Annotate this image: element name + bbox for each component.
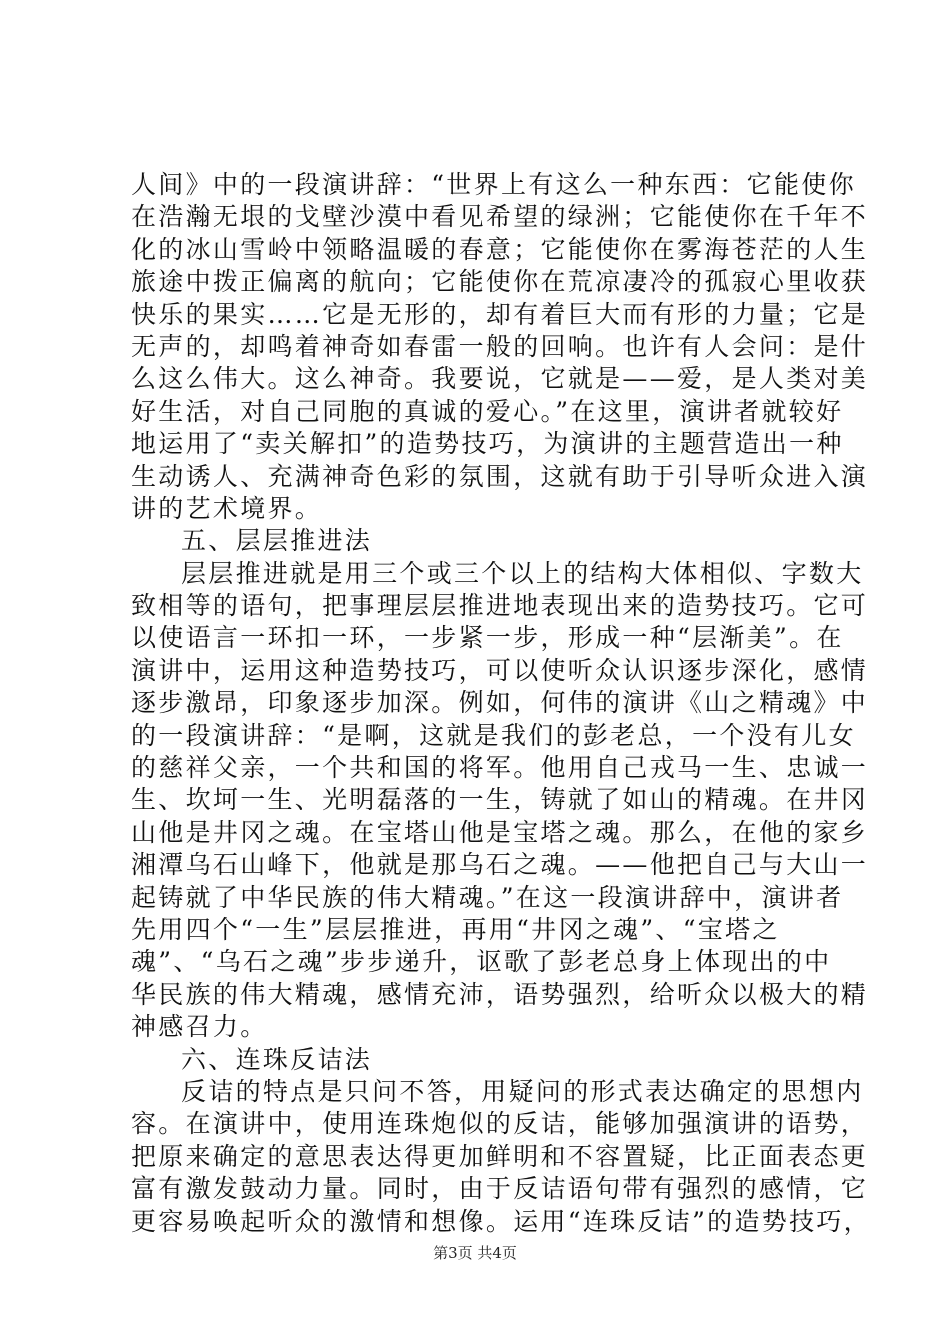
text-line: 湘潭乌石山峰下，他就是那乌石之魂。——他把自己与大山一: [131, 850, 869, 880]
text-line: 旅途中拨正偏离的航向；它能使你在荒凉凄冷的孤寂心里收获: [131, 267, 869, 297]
text-line: 的慈祥父亲，一个共和国的将军。他用自己戎马一生、忠诚一: [131, 753, 869, 783]
text-line: 地运用了“卖关解扣”的造势技巧，为演讲的主题营造出一种: [131, 429, 844, 459]
document-body: [131, 169, 871, 1238]
page-footer: 第3页 共4页: [433, 1244, 517, 1262]
text-line: 好生活，对自己同胞的真诚的爱心。”在这里，演讲者就较好: [131, 396, 844, 426]
text-line: 以使语言一环扣一环，一步紧一步，形成一种“层渐美”。在: [131, 623, 844, 653]
text-line: 逐步激昂，印象逐步加深。例如，何伟的演讲《山之精魂》中: [131, 688, 869, 718]
text-line: 演讲中，运用这种造势技巧，可以使听众认识逐步深化，感情: [131, 655, 869, 685]
text-line: 无声的，却鸣着神奇如春雷一般的回响。也许有人会问：是什: [131, 331, 869, 361]
text-line: 五、层层推进法: [181, 526, 373, 556]
text-line: 神感召力。: [131, 1012, 268, 1042]
text-line: 在浩瀚无垠的戈壁沙漠中看见希望的绿洲；它能使你在千年不: [131, 202, 869, 232]
text-line: 化的冰山雪岭中领略温暖的春意；它能使你在雾海苍茫的人生: [131, 234, 869, 264]
text-line: 把原来确定的意思表达得更加鲜明和不容置疑，比正面表态更: [131, 1141, 869, 1171]
text-line: 的一段演讲辞：“是啊，这就是我们的彭老总，一个没有儿女: [131, 720, 856, 750]
text-line: 六、连珠反诘法: [181, 1044, 373, 1074]
text-line: 起铸就了中华民族的伟大精魂。”在这一段演讲辞中，演讲者: [131, 882, 844, 912]
text-line: 反诘的特点是只问不答，用疑问的形式表达确定的思想内: [181, 1076, 864, 1106]
text-line: 么这么伟大。这么神奇。我要说，它就是——爱，是人类对美: [131, 364, 869, 394]
text-line: 致相等的语句，把事理层层推进地表现出来的造势技巧。它可: [131, 591, 869, 621]
text-line: 山他是井冈之魂。在宝塔山他是宝塔之魂。那么，在他的家乡: [131, 817, 869, 847]
text-line: 富有激发鼓动力量。同时，由于反诘语句带有强烈的感情，它: [131, 1174, 869, 1204]
text-line: 快乐的果实……它是无形的，却有着巨大而有形的力量；它是: [131, 299, 869, 329]
text-line: 华民族的伟大精魂，感情充沛，语势强烈，给听众以极大的精: [131, 979, 869, 1009]
text-line: 魂”、“乌石之魂”步步递升，讴歌了彭老总身上体现出的中: [131, 947, 832, 977]
text-line: 人间》中的一段演讲辞：“世界上有这么一种东西：它能使你: [131, 170, 856, 199]
text-line: 讲的艺术境界。: [131, 493, 323, 523]
text-line: 生、坎坷一生、光明磊落的一生，铸就了如山的精魂。在井冈: [131, 785, 869, 815]
text-line: 更容易唤起听众的激情和想像。运用“连珠反诘”的造势技巧，: [131, 1206, 871, 1236]
text-line: 先用四个“一生”层层推进，再用“井冈之魂”、“宝塔之: [131, 914, 780, 944]
text-line: 生动诱人、充满神奇色彩的氛围，这就有助于引导听众进入演: [131, 461, 869, 491]
text-line: 层层推进就是用三个或三个以上的结构大体相似、字数大: [181, 558, 864, 588]
text-line: 容。在演讲中，使用连珠炮似的反诘，能够加强演讲的语势，: [131, 1109, 869, 1139]
